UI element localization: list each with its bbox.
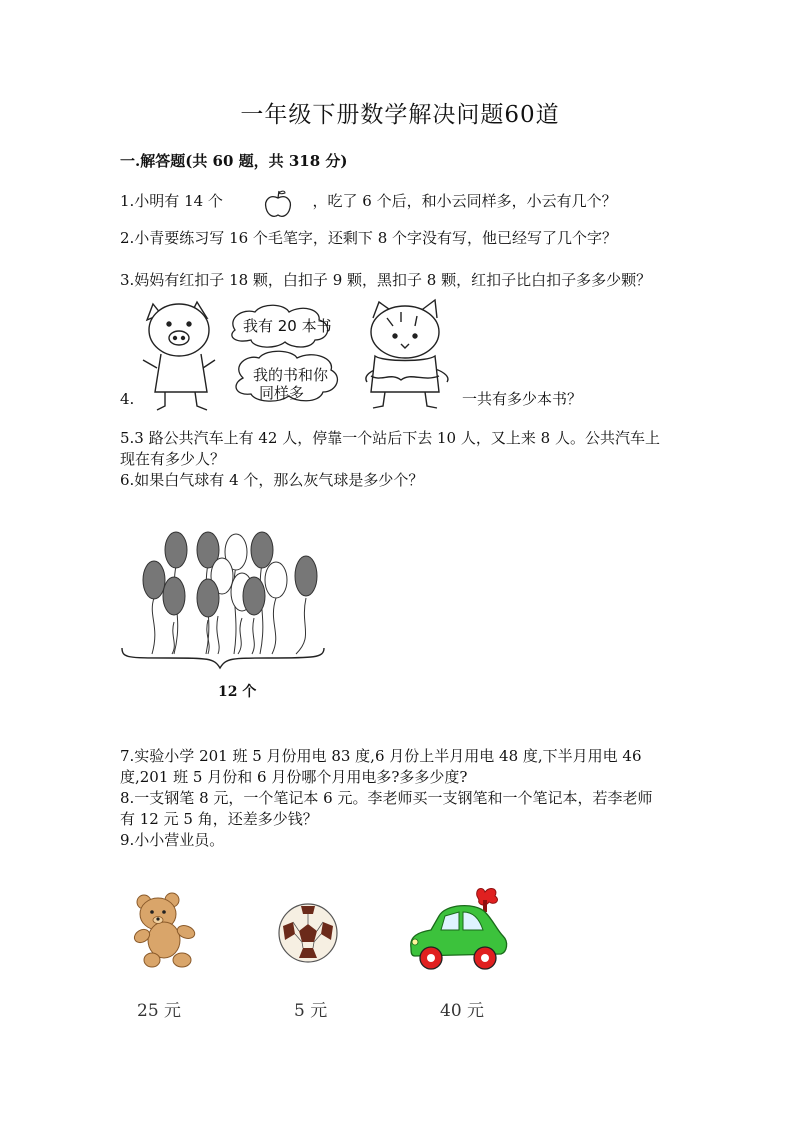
bubble-2-text-line1: 我的书和你	[253, 366, 329, 384]
apple-icon	[258, 188, 298, 216]
balloons-illustration	[118, 526, 338, 706]
bubble-2-text-line2: 同样多	[259, 384, 305, 402]
question-7: 7.实验小学 201 班 5 月份用电 83 度,6 月份上半月用电 48 度,下半月用电 46 度,201 班 5 月份和 6 月份哪个月用电多?多多少度?	[120, 747, 642, 786]
price-teddy-bear: 25 元	[137, 1001, 182, 1021]
question-1	[120, 188, 680, 216]
question-4-number: 4.	[120, 390, 135, 408]
question-1-text-after: ，吃了 6 个后，和小云同样多，小云有几个？	[312, 192, 617, 210]
question-4-text: 一共有多少本书？	[462, 390, 583, 408]
section-heading: 一.解答题(共 60 题，共 318 分)	[120, 152, 348, 170]
toy-car-icon	[405, 886, 510, 978]
question-9: 9.小小营业员。	[120, 831, 225, 849]
teddy-bear-icon	[130, 890, 200, 970]
question-5: 5.3 路公共汽车上有 42 人，停靠一个站后下去 10 人，又上来 8 人。公共汽车上现在有多少人？	[120, 429, 660, 468]
question-6: 6.如果白气球有 4 个，那么灰气球是多少个？	[120, 471, 424, 489]
balloons-total-label: 12 个	[218, 684, 257, 700]
question-4-illustration	[135, 296, 465, 416]
price-toy-car: 40 元	[440, 1001, 485, 1021]
question-2: 2.小青要练习写 16 个毛笔字，还剩下 8 个字没有写，他已经写了几个字？	[120, 229, 618, 247]
bubble-1-text: 我有 20 本书	[243, 317, 332, 335]
question-6-illustration	[118, 526, 338, 706]
cat-illustration	[366, 300, 448, 408]
question-1-text-before: 1.小明有 14 个	[120, 192, 223, 210]
soccer-ball-icon	[277, 902, 339, 964]
page-title: 一年级下册数学解决问题60道	[240, 102, 560, 128]
question-8: 8.一支钢笔 8 元，一个笔记本 6 元。李老师买一支钢笔和一个笔记本，若李老师有 12 元 5 角，还差多少钱？	[120, 789, 653, 828]
price-soccer-ball: 5 元	[294, 1001, 328, 1021]
question-3: 3.妈妈有红扣子 18 颗，白扣子 9 颗，黑扣子 8 颗，红扣子比白扣子多多少颗？	[120, 271, 652, 289]
